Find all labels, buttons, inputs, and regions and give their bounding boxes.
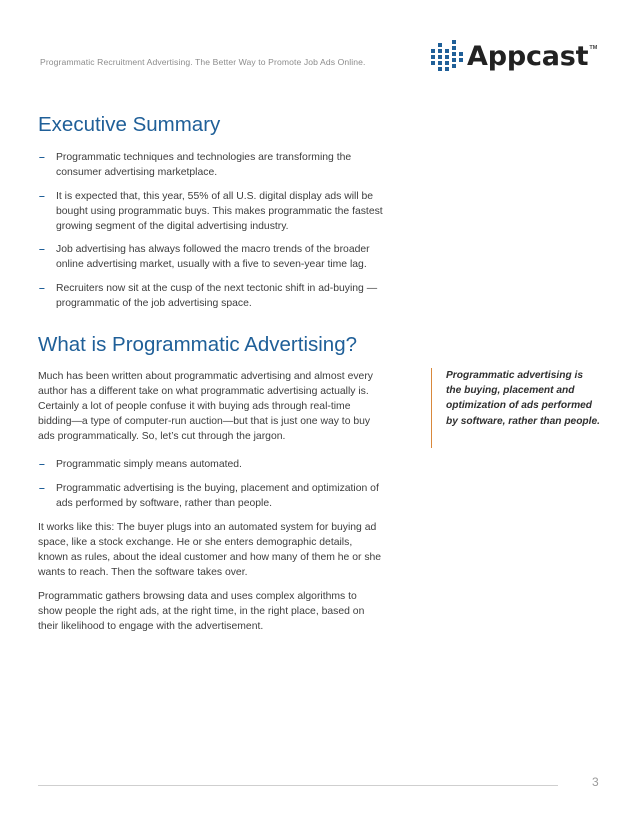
list-item: – It is expected that, this year, 55% of all U.S. digital display ads will be bought using programmatic buys. This makes programmatic the fastest growing segment of the digital advertising industry.	[39, 190, 383, 232]
pull-quote: Programmatic advertising is the buying, placement and optimization of ads performed by software, rather than people.	[431, 368, 601, 448]
list-item: – Recruiters now sit at the cusp of the next tectonic shift in ad-buying — programmatic of the job advertising space.	[39, 282, 378, 309]
list-item: – Programmatic techniques and technologies are transforming the consumer advertising marketplace.	[39, 152, 352, 178]
executive-summary-list	[38, 150, 383, 319]
definition-list	[38, 457, 383, 519]
appcast-logo	[431, 40, 597, 74]
page-number: 3	[592, 775, 599, 789]
list-item: – Programmatic simply means automated.	[39, 459, 242, 470]
bullet-dash: –	[39, 459, 45, 470]
bullet-dash: –	[39, 482, 45, 494]
algorithms-paragraph: Programmatic gathers browsing data and uses complex algorithms to show people the right ads, at the right time, in the right place, based on their likelihood to engage with the advertisement.	[38, 591, 365, 632]
bullet-dash: –	[39, 190, 45, 202]
footer-divider	[38, 785, 558, 786]
logo-wordmark: Appcast	[467, 41, 589, 72]
list-item: – Job advertising has always followed the macro trends of the broader online advertising market, usually with a five to seven-year time lag.	[39, 244, 370, 270]
page-header-tagline: Programmatic Recruitment Advertising. The Better Way to Promote Job Ads Online.	[40, 57, 366, 67]
executive-summary-heading: Executive Summary	[38, 113, 221, 136]
bullet-dash: –	[39, 282, 45, 294]
intro-paragraph: Much has been written about programmatic advertising and almost every author has a different take on what programmatic advertising actually is. Certainly a lot of people confuse it with buying ads through real-time bidding—a type of computer-run auction—but that is just one way to buy ads programmatically. So, let’s cut through the jargon.	[38, 371, 373, 442]
what-is-programmatic-heading: What is Programmatic Advertising?	[38, 333, 358, 356]
list-item: – Programmatic advertising is the buying, placement and optimization of ads performed by software, rather than people.	[39, 482, 379, 509]
how-it-works-paragraph: It works like this: The buyer plugs into an automated system for buying ad space, like a stock exchange. He or she enters demographic details, known as rules, about the ideal customer and how many of them he or she wants to reach. Then the software takes over.	[38, 522, 382, 578]
bullet-dash: –	[39, 152, 45, 163]
bullet-dash: –	[39, 244, 45, 255]
bar-graph-icon	[431, 40, 463, 74]
logo-trademark: TM	[589, 45, 598, 51]
